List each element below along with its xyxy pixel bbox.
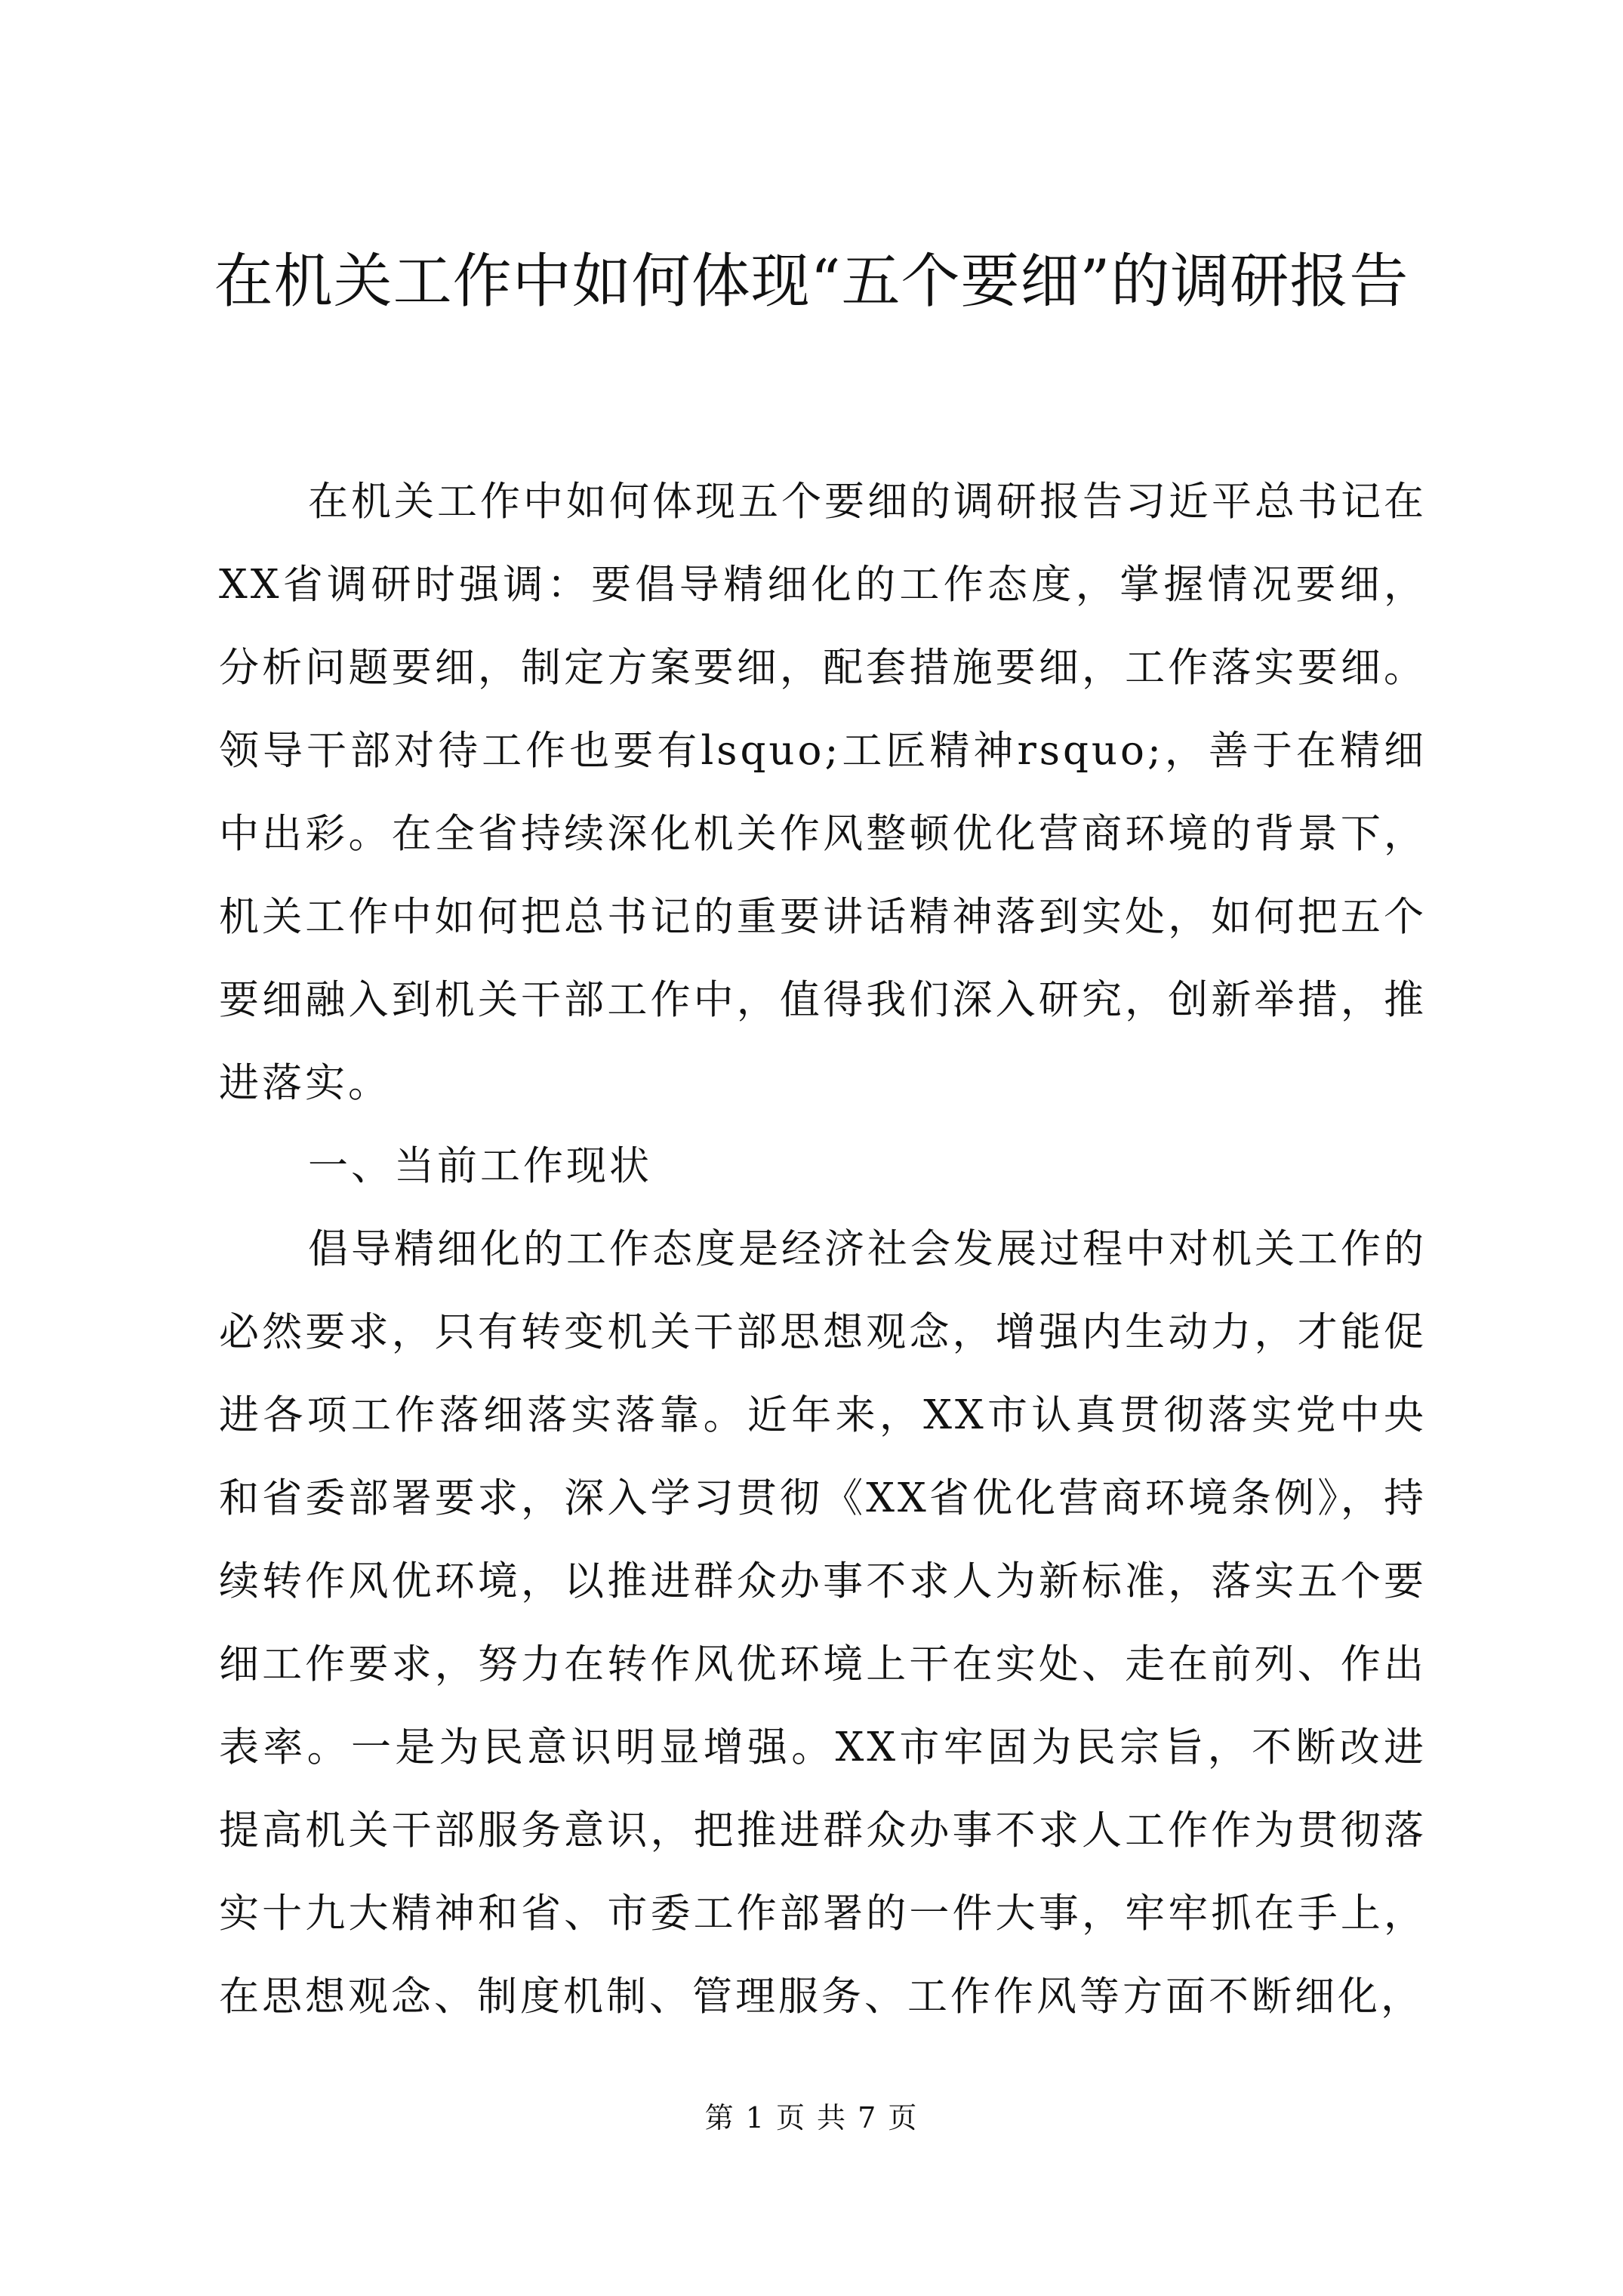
- intro-paragraph: 在机关工作中如何体现五个要细的调研报告习近平总书记在XX省调研时强调：要倡导精细化的工作态度，掌握情况要细，分析问题要细，制定方案要细，配套措施要细，工作落实要细。领导干部对待工作也要有lsquo;工匠精神rsquo;，善于在精细中出彩。在全省持续深化机关作风整顿优化营商环境的背景下，机关工作中如何把总书记的重要讲话精神落到实处，如何把五个要细融入到机关干部工作中，值得我们深入研究，创新举措，推进落实。: [219, 479, 1427, 1106]
- section-paragraph: 倡导精细化的工作态度是经济社会发展过程中对机关工作的必然要求，只有转变机关干部思想观念，增强内生动力，才能促进各项工作落细落实落靠。近年来，XX市认真贯彻落实党中央和省委部署要求，深入学习贯彻《XX省优化营商环境条例》，持续转作风优环境，以推进群众办事不求人为新标准，落实五个要细工作要求，努力在转作风优环境上干在实处、走在前列、作出表率。一是为民意识明显增强。XX市牢固为民宗旨，不断改进提高机关干部服务意识，把推进群众办事不求人工作作为贯彻落实十九大精神和省、市委工作部署的一件大事，牢牢抓在手上，在思想观念、制度机制、管理服务、工作作风等方面不断细化，: [219, 1226, 1427, 2020]
- document-body: [219, 461, 1427, 2039]
- page-footer: 第 1 页 共 7 页: [704, 2101, 919, 2134]
- document-title: 在机关工作中如何体现“五个要细”的调研报告: [214, 248, 1409, 316]
- section-heading: 一、当前工作现状: [308, 1143, 652, 1189]
